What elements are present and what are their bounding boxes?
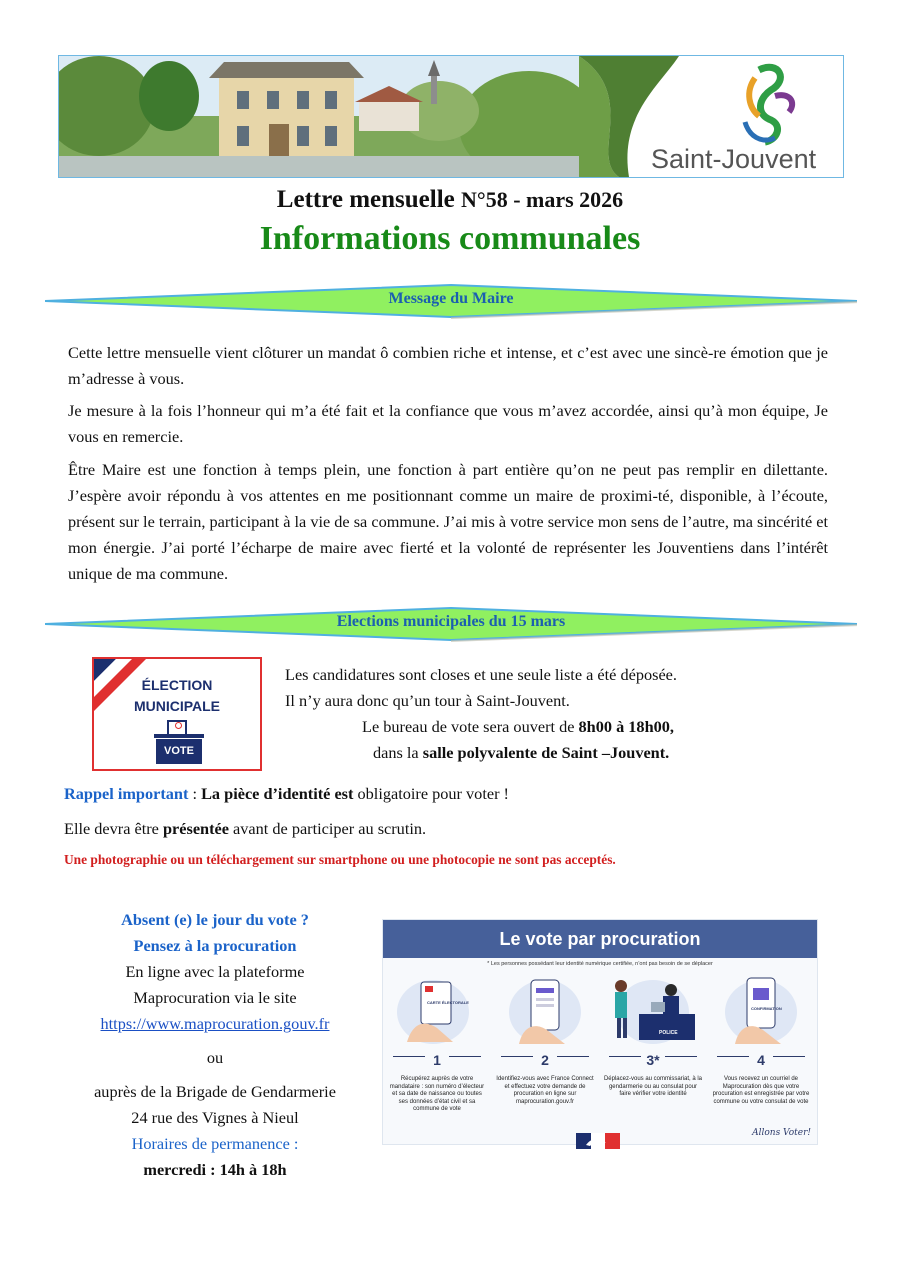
header-banner <box>58 55 844 178</box>
election-line-4 <box>373 740 669 766</box>
check-icon <box>175 722 182 729</box>
present-c: avant de participer au scrutin. <box>228 819 427 838</box>
gendarmerie-address: 24 rue des Vignes à Nieul <box>131 1108 299 1127</box>
warning-note: Une photographie ou un téléchargement sur smartphone ou une photocopie ne sont pas acceptés. <box>64 852 616 867</box>
town-name: Saint-Jouvent <box>651 144 817 174</box>
step-number: 1 <box>433 1052 441 1068</box>
title-part2: N°58 - mars 2026 <box>461 187 624 212</box>
procuration-infographic <box>382 919 818 1145</box>
logo-line1: ÉLECTION <box>141 677 213 693</box>
reminder-label: Rappel important <box>64 784 189 803</box>
section-header-elections <box>45 606 857 642</box>
online-line-1: En ligne avec la plateforme <box>125 962 305 981</box>
document-title <box>0 186 900 214</box>
maprocuration-link[interactable]: https://www.maprocuration.gouv.fr <box>100 1014 330 1033</box>
gendarmerie-line-1: auprès de la Brigade de Gendarmerie <box>94 1082 336 1101</box>
paragraph-2: Je mesure à la fois l’honneur qui m’a été fait et la confiance que vous m’avez accordée, ainsi qu’à mon équipe, Je vous en remercie. <box>68 401 828 446</box>
procuration-tip: Pensez à la procuration <box>133 936 297 955</box>
section-header-mayor <box>45 283 857 319</box>
absent-question: Absent (e) le jour du vote ? <box>121 910 309 929</box>
paragraph-1: Cette lettre mensuelle vient clôturer un mandat ô combien riche et intense, et c’est avec une sincè-re émotion que je m’adresse à vous. <box>68 343 828 388</box>
step-4 <box>707 972 815 1142</box>
step-description: Vous recevez un courriel de Maprocuration dès que votre procuration est enregistrée par votre commune ou votre consulat de vote <box>712 1076 810 1105</box>
step-2 <box>491 972 599 1142</box>
election-line-1: Les candidatures sont closes et une seule liste a été déposée. <box>285 665 677 684</box>
location-text: dans la <box>373 743 423 762</box>
ballot-box-label: VOTE <box>156 739 202 764</box>
title-part1: Lettre mensuelle <box>276 186 455 213</box>
hours-value: mercredi : 14h à 18h <box>143 1160 287 1179</box>
police-desk-icon <box>599 972 707 1052</box>
step-number: 3* <box>646 1052 660 1068</box>
main-title: Informations communales <box>259 220 641 257</box>
infographic-title: Le vote par procuration <box>383 920 817 958</box>
card-hand-icon <box>383 972 491 1052</box>
reminder-line <box>64 781 509 807</box>
opening-text: Le bureau de vote sera ouvert de <box>362 717 579 736</box>
step-number: 2 <box>541 1052 549 1068</box>
section-title: Message du Maire <box>388 290 514 307</box>
present-b: présentée <box>162 819 229 838</box>
opening-hours: 8h00 à 18h00, <box>578 717 674 736</box>
step-number: 4 <box>757 1052 765 1068</box>
logo-line2: MUNICIPALE <box>133 698 221 714</box>
paragraph-3: Être Maire est une fonction à temps plein, une fonction à part entière qu’on ne peut pas remplir en dilettante. J’espère avoir répondu à vos attentes en me positionnant comme un maire de proximi-té, disponible, à l’écoute, présent sur le terrain, participant à la vie de sa commune. J’ai mis à votre service mon sens de l’autre, ma sincérité et mon énergie. J’ai porté l’écharpe de maire avec fierté et la volonté de représenter les Jouventiens dans l’intérêt unique de ma commune. <box>68 460 828 583</box>
reminder-bold: La pièce d’identité est <box>201 784 354 803</box>
card-label: CARTE ÉLECTORALE <box>427 1000 469 1005</box>
police-label: POLICE <box>659 1030 678 1036</box>
republique-francaise-logo <box>576 1133 620 1149</box>
smartphone-icon <box>491 972 599 1052</box>
allons-voter-signature: Allons Voter! <box>752 1128 811 1138</box>
hours-label: Horaires de permanence : <box>131 1134 299 1153</box>
or-text: ou <box>206 1048 224 1067</box>
step-description: Récupérez auprès de votre mandataire : son numéro d’électeur et sa date de naissance ou toutes ses données d’état civil et sa commune de vote <box>389 1076 485 1112</box>
online-line-2: Maprocuration via le site <box>133 988 297 1007</box>
infographic-subtitle: * Les personnes possédant leur identité numérique certifiée, n’ont pas besoin de se déplacer <box>487 961 713 967</box>
confirmation-label: CONFIRMATION <box>751 1006 782 1011</box>
step-description: Identifiez-vous avec France Connect et effectuez votre demande de procuration en ligne sur maprocuration.gouv.fr <box>496 1076 594 1105</box>
ballot-slot <box>154 734 204 738</box>
location-name: salle polyvalente de Saint –Jouvent. <box>422 743 670 762</box>
step-1 <box>383 972 491 1142</box>
confirmation-phone-icon <box>707 972 815 1052</box>
section-title: Elections municipales du 15 mars <box>336 613 566 630</box>
procuration-info <box>60 907 370 1183</box>
present-a: Elle devra être <box>64 819 163 838</box>
step-3 <box>599 972 707 1142</box>
step-description: Déplacez-vous au commissariat, à la gendarmerie ou au consulat pour faire vérifier votre identité <box>603 1076 703 1097</box>
election-line-2: Il n’y aura donc qu’un tour à Saint-Jouvent. <box>285 691 570 710</box>
election-logo <box>92 657 262 771</box>
election-line-3 <box>362 714 674 740</box>
present-line <box>64 816 426 842</box>
reminder-sep: : <box>188 784 202 803</box>
reminder-rest: obligatoire pour voter ! <box>353 784 509 803</box>
